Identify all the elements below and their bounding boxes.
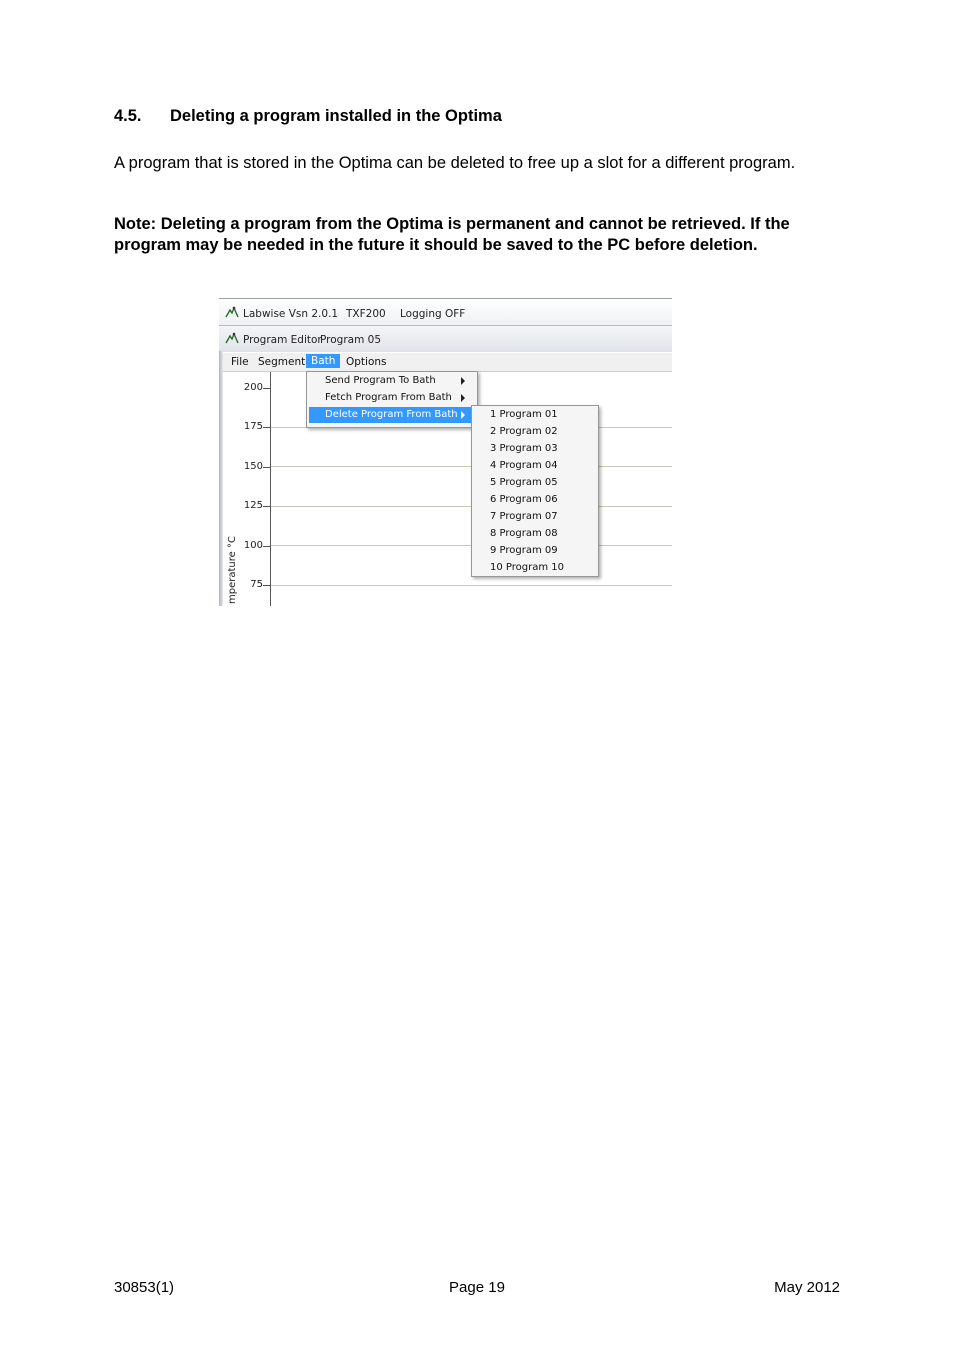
submenu-item-program[interactable]: 5 Program 05 [490,477,558,488]
submenu-item-program[interactable]: 3 Program 03 [490,443,558,454]
submenu-item-program[interactable]: 2 Program 02 [490,426,558,437]
submenu-arrow-icon [461,394,465,402]
submenu-item-program[interactable]: 6 Program 06 [490,494,558,505]
submenu-item-program[interactable]: 9 Program 09 [490,545,558,556]
editor-program-name: Program 05 [320,334,382,346]
menu-file[interactable]: File [231,356,249,368]
app-titlebar [219,298,672,326]
y-tick [263,585,270,586]
submenu-item-program[interactable]: 8 Program 08 [490,528,558,539]
section-title: Deleting a program installed in the Optima [170,107,502,125]
warning-note: Note: Deleting a program from the Optima is permanent and cannot be retrieved. If the program may be needed in the future it should be saved to the PC before deletion. [114,215,790,254]
submenu-item-program[interactable]: 4 Program 04 [490,460,558,471]
logging-status: Logging OFF [400,308,466,320]
y-tick [263,388,270,389]
editor-titlebar [219,325,672,352]
y-tick-label: 175 [243,421,263,432]
y-tick [263,506,270,507]
menu-options[interactable]: Options [346,356,387,368]
menu-bath[interactable]: Bath [306,354,340,368]
y-tick-label: 75 [250,579,263,590]
y-tick-label: 200 [243,382,263,393]
section-number: 4.5. [114,107,142,125]
program-submenu [471,405,599,577]
submenu-item-program[interactable]: 1 Program 01 [490,409,558,420]
app-version: Labwise Vsn 2.0.1 [243,308,339,320]
submenu-arrow-icon [461,377,465,385]
bath-dropdown [306,371,478,428]
menu-bar [223,353,672,372]
footer-page-number: Page 19 [449,1279,505,1296]
menu-segment[interactable]: Segment [258,356,306,368]
y-tick-label: 125 [243,500,263,511]
labwise-icon [225,332,239,344]
y-tick-label: 100 [243,540,263,551]
submenu-arrow-icon [461,411,465,419]
y-tick-label: 150 [243,461,263,472]
section-heading [114,107,502,126]
footer-date: May 2012 [774,1279,840,1296]
menu-item-label: Delete Program From Bath [325,409,458,420]
screenshot-program-editor [219,298,672,606]
labwise-icon [225,306,239,318]
footer-doc-id: 30853(1) [114,1279,175,1296]
menu-item-send-program[interactable] [309,373,473,389]
y-tick [263,427,270,428]
menu-item-label: Send Program To Bath [325,375,436,386]
submenu-item-program[interactable]: 7 Program 07 [490,511,558,522]
intro-paragraph: A program that is stored in the Optima can be deleted to free up a slot for a different program. [114,154,796,172]
editor-label: Program Editor [243,334,322,346]
menu-item-label: Fetch Program From Bath [325,392,452,403]
menu-item-delete-program[interactable] [309,407,473,423]
y-tick [263,546,270,547]
y-tick [263,467,270,468]
menu-item-fetch-program[interactable] [309,390,473,406]
y-axis-title: mperature °C [227,536,238,604]
device-name: TXF200 [346,308,386,320]
gridline [271,585,672,586]
submenu-item-program[interactable]: 10 Program 10 [490,562,564,573]
